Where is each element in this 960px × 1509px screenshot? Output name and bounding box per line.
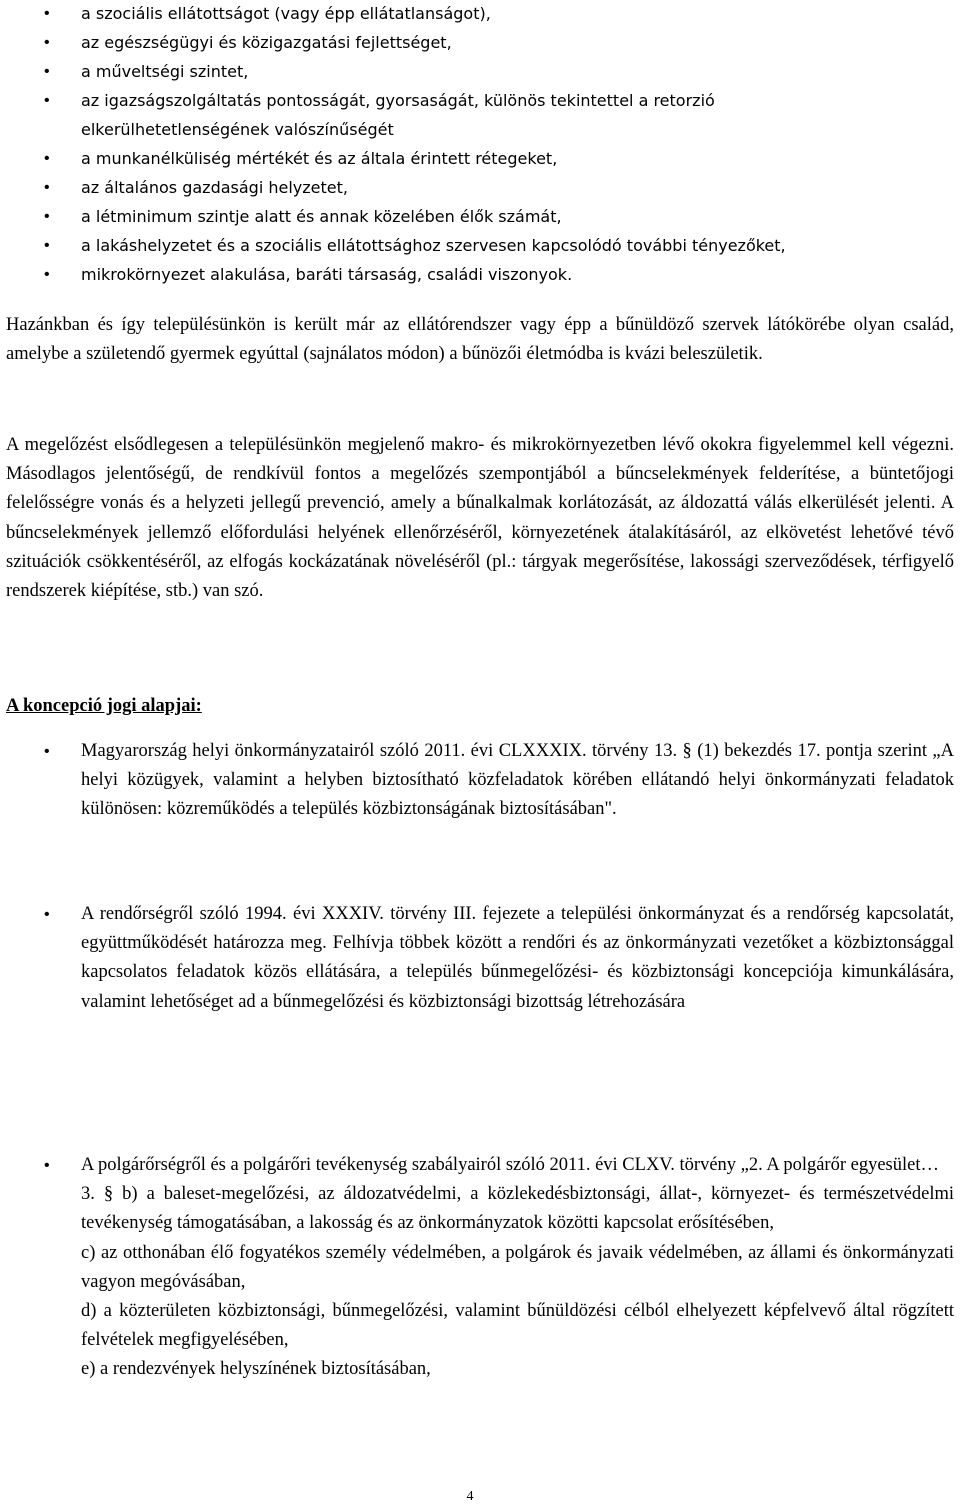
bullet-icon: •	[44, 34, 50, 51]
list-item: a műveltségi szintet,	[81, 62, 249, 81]
civil-guard-point-b: 3. § b) a baleset-megelőzési, az áldozatvédelmi, a közlekedésbiztonsági, állat-, környezet- és természetvédelmi tevékenység támogatásában, a lakosság és az önkormányzatok közötti kapcsolat erősítésében,	[81, 1184, 954, 1234]
civil-guard-point-c: c) az otthonában élő fogyatékos személy védelmében, a polgárok és javaik védelmében, az állami és önkormányzati vagyon megóvásában,	[81, 1242, 954, 1292]
civil-guard-intro: A polgárőrségről és a polgárőri tevékenység szabályairól szóló 2011. évi CLXV. törvény „2. A polgárőr egyesület…	[81, 1155, 939, 1175]
bullet-icon: •	[44, 208, 50, 225]
paragraph-family-background: Hazánkban és így településünkön is került már az ellátórendszer vagy épp a bűnüldöző szervek látókörébe olyan család, amelybe a születendő gyermek egyúttal (sajnálatos módon) a bűnözői életmódba is kvázi beleszületik.	[6, 315, 954, 365]
list-item: mikrokörnyezet alakulása, baráti társaság, családi viszonyok.	[81, 265, 573, 284]
paragraph-prevention: A megelőzést elsődlegesen a településünkön megjelenő makro- és mikrokörnyezetben lévő okokra figyelemmel kell végezni. Másodlagos jelentőségű, de rendkívül fontos a megelőzés szempontjából a bűncselekmények felderítése, a büntetőjogi felelősségre vonás és a helyzeti jellegű prevenció, amely a bűnalkalmak korlátozását, az áldozattá válás elkerülését jelenti. A bűncselekmények jellemző előfordulási helyének ellenőrzéséről, környezetének átalakításáról, az elkövetést lehetővé tévő szituációk csökkentéséről, az elfogás kockázatának növeléséről (pl.: tárgyak megerősítése, lakossági szerveződések, térfigyelő rendszerek kiépítése, stb.) van szó.	[6, 435, 954, 602]
list-item-local-government-act: Magyarország helyi önkormányzatairól szóló 2011. évi CLXXXIX. törvény 13. § (1) bekezdés 17. pontja szerint „A helyi közügyek, valamint a helyben biztosítható közfeladatok körében ellátandó helyi önkormányzati feladatok különösen: közreműködés a település közbiztonságának biztosításában".	[81, 741, 954, 820]
list-item: a szociális ellátottságot (vagy épp ellátatlanságot),	[81, 4, 491, 23]
bullet-icon: •	[44, 237, 50, 254]
bullet-icon: •	[44, 743, 50, 760]
list-item: a lakáshelyzetet és a szociális ellátottsághoz szervesen kapcsolódó további tényezőket,	[81, 236, 786, 255]
bullet-icon: •	[44, 92, 50, 109]
bullet-icon: •	[44, 179, 50, 196]
list-item: az egészségügyi és közigazgatási fejlettséget,	[81, 33, 452, 52]
civil-guard-point-e: e) a rendezvények helyszínének biztosításában,	[81, 1359, 431, 1380]
list-item-police-act: A rendőrségről szóló 1994. évi XXXIV. törvény III. fejezete a települési önkormányzat és a rendőrség kapcsolatát, együttműködését határozza meg. Felhívja többek között a rendőri és az önkormányzati vezetőket a közbiztonsággal kapcsolatos feladatok közös ellátására, a település bűnmegelőzési- és közbiztonsági koncepciója kimunkálására, valamint lehetőséget ad a bűnmegelőzési és közbiztonsági bizottság létrehozására	[81, 904, 954, 1012]
section-heading: A koncepció jogi alapjai:	[6, 696, 202, 716]
page-number: 4	[466, 1489, 474, 1504]
list-item: az igazságszolgáltatás pontosságát, gyorsaságát, különös tekintettel a retorzió	[81, 91, 715, 110]
list-item-civil-guard-act	[81, 1151, 954, 1385]
bullet-icon: •	[44, 906, 50, 923]
bullet-icon: •	[44, 150, 50, 167]
list-item: az általános gazdasági helyzetet,	[81, 178, 348, 197]
list-item: a munkanélküliség mértékét és az általa érintett rétegeket,	[81, 149, 558, 168]
bullet-icon: •	[44, 1157, 50, 1174]
bullet-icon: •	[44, 266, 50, 283]
bullet-icon: •	[44, 5, 50, 22]
list-item: a létminimum szintje alatt és annak közelében élők számát,	[81, 207, 562, 226]
bullet-icon: •	[44, 63, 50, 80]
list-item-continuation: elkerülhetetlenségének valószínűségét	[81, 120, 394, 139]
civil-guard-point-d: d) a közterületen közbiztonsági, bűnmegelőzési, valamint bűnüldözési célból elhelyezett képfelvevő által rögzített felvételek megfigyelésében,	[81, 1301, 954, 1351]
